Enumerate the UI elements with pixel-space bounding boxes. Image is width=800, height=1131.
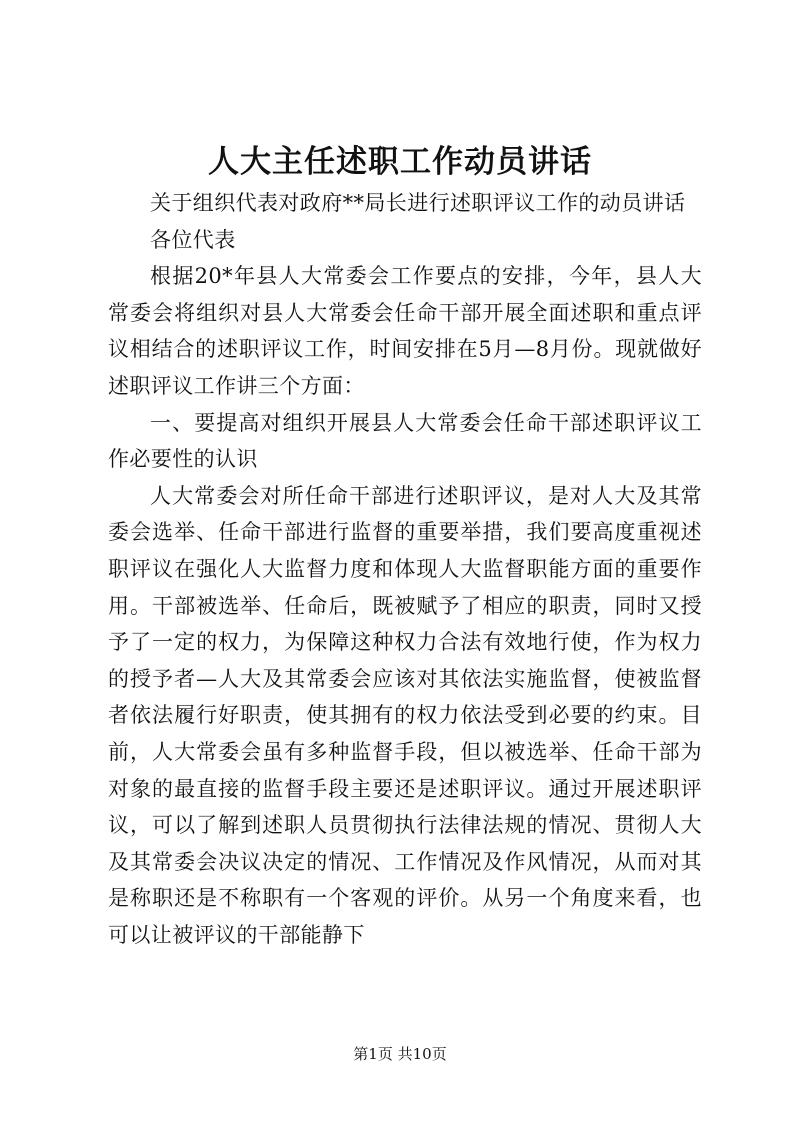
paragraph-subtitle: 关于组织代表对政府**局长进行述职评议工作的动员讲话 xyxy=(150,191,686,215)
document-body xyxy=(108,185,702,953)
paragraph-intro: 根据20*年县人大常委会工作要点的安排，今年，县人大常委会将组织对县人大常委会任命干部开展全面述职和重点评议相结合的述职评议工作，时间安排在5月—8月份。现就做好述职评议工作讲三个方面： xyxy=(108,264,702,398)
document-title: 人大主任述职工作动员讲话 xyxy=(208,144,592,180)
paragraph-heading-one: 一、要提高对组织开展县人大常委会任命干部述职评议工作必要性的认识 xyxy=(108,410,702,472)
paragraph-salutation: 各位代表 xyxy=(150,227,236,252)
paragraph-body-one: 人大常委会对所任命干部进行述职评议，是对人大及其常委会选举、任命干部进行监督的重要举措，我们要高度重视述职评议在强化人大监督力度和体现人大监督职能方面的重要作用。干部被选举、任命后，既被赋予了相应的职责，同时又授予了一定的权力，为保障这种权力合法有效地行使，作为权力的授予者—人大及其常委会应该对其依法实施监督，使被监督者依法履行好职责，使其拥有的权力依法受到必要的约束。目前，人大常委会虽有多种监督手段，但以被选举、任命干部为对象的最直接的监督手段主要还是述职评议。通过开展述职评议，可以了解到述职人员贯彻执行法律法规的情况、贯彻人大及其常委会决议决定的情况、工作情况及作风情况，从而对其是称职还是不称职有一个客观的评价。从另一个角度来看，也可以让被评议的干部能静下 xyxy=(108,483,702,947)
page-number-footer: 第1页 共10页 xyxy=(353,1045,447,1063)
